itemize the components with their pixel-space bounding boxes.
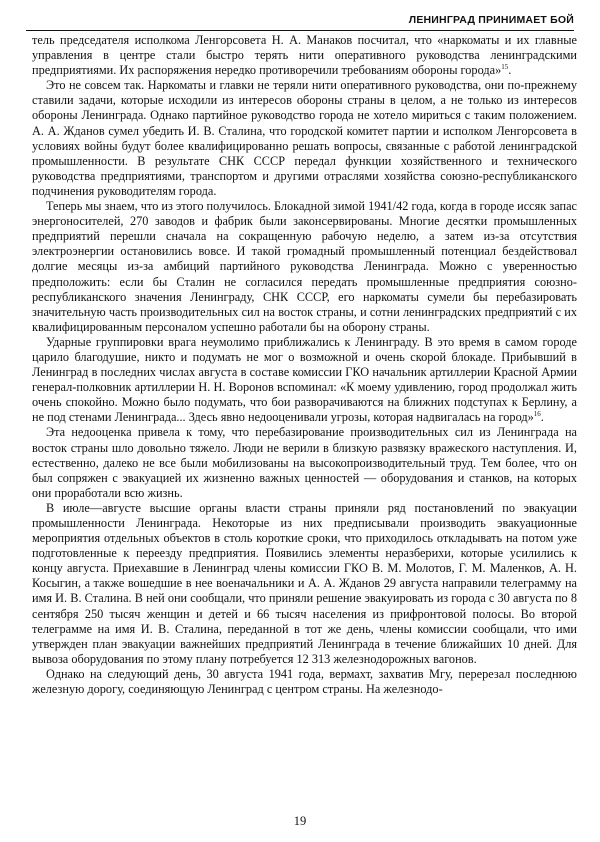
header-rule [26, 30, 574, 31]
paragraph [32, 33, 577, 78]
paragraph [32, 78, 577, 199]
page-number: 19 [293, 814, 307, 828]
body-text [32, 33, 577, 697]
paragraph-text: В июле—августе высшие органы власти страны приняли ряд постановлений по эвакуации промышленности Ленинграда. Некоторые из них предписывали производить эвакуационные мероприятия отдельных объектов в столь короткие сроки, что приходилось откладывать на потом уже подготовленные к переезду предприятия. Появились элементы неразберихи, которые усилились к концу августа. Приехавшие в Ленинград члены комиссии ГКО В. М. Молотов, Г. М. Маленков, А. Н. Косыгин, а также вошедшие в нее военачальники и А. А. Жданов 29 августа направили телеграмму на имя И. В. Сталина. В ней они сообщали, что приняли решение эвакуировать из города с 30 августа по 8 сентября 250 тысяч женщин и детей и 66 тысяч населения из прифронтовой полосы. Во второй телеграмме на имя И. В. Сталина, переданной в тот же день, члены комиссии сообщали, что ими утвержден план эвакуации важнейших предприятий Ленинграда в течение ближайших 10 дней. Для вывоза оборудования по этому плану потребуется 12 313 железнодорожных вагонов. [32, 500, 577, 666]
paragraph-text: . [540, 410, 544, 425]
paragraph-text: Теперь мы знаем, что из этого получилось. Блокадной зимой 1941/42 года, когда в городе иссяк запас энергоносителей, 270 заводов и фабрик были законсервированы. Многие десятки промышленных предприятий перешли сначала на сокращенную рабочую неделю, а затем из-за отсутствия электроэнергии остановились вовсе. И такой громадный промышленный потенциал бездействовал долгие месяцы из-за амбиций партийного руководства Ленинграда. Можно с уверенностью предположить: если бы Сталин не согласился передать промышленные предприятия союзно-республиканского значения Ленинграду, СНК СССР, его наркоматы сумели бы перебазировать значительную часть производительных сил на восток страны, и сотни ленинградских предприятий с их квалифицированным персоналом успешно работали бы на оборону страны. [32, 199, 577, 334]
paragraph-text: Эта недооценка привела к тому, что перебазирование производительных сил из Ленинграда на восток страны шло довольно тяжело. Люди не верили в близкую развязку вражеского наступления. И, естественно, далеко не все были мобилизованы на высокопроизводительный труд. Тем более, что он был сопряжен с эвакуацией их жизненно важных ценностей — оборудования и станков, на которых они проработали всю жизнь. [32, 425, 577, 500]
paragraph-text: тель председателя исполкома Ленгорсовета Н. А. Манаков посчитал, что «наркоматы и их главные управления в центре стали быстро терять нити оперативного руководства ленинградскими предприятиями. Их распоряжения нередко противоречили требованиям обороны города» [32, 33, 577, 78]
footnote-ref: 16 [533, 410, 541, 419]
paragraph [32, 199, 577, 335]
paragraph-text: Это не совсем так. Наркоматы и главки не теряли нити оперативного руководства, они по-прежнему ставили задачи, которые исходили из интересов обороны страны в целом, а не только из интересов обороны Ленинграда. Однако партийное руководство города не хотело мириться с таким положением. А. А. Жданов сумел убедить И. В. Сталина, что городской комитет партии и исполком Ленгорсовета в условиях войны будут более квалифицированно решать вопросы, связанные с работой ленинградской промышленности. В результате СНК СССР передал функции хозяйственного и технического руководства предприятиями, транспортом и другими отраслями хозяйства союзно-республиканского подчинения руководителям города. [32, 78, 577, 198]
paragraph [32, 335, 577, 426]
paragraph [32, 425, 577, 500]
paragraph [32, 501, 577, 667]
paragraph-text: . [508, 63, 512, 78]
running-head: ЛЕНИНГРАД ПРИНИМАЕТ БОЙ [408, 14, 574, 26]
paragraph [32, 667, 577, 697]
paragraph-text: Однако на следующий день, 30 августа 1941 года, вермахт, захватив Мгу, перерезал последнюю железную дорогу, соединяющую Ленинград с центром страны. На железнодо- [32, 666, 577, 697]
paragraph-text: Ударные группировки врага неумолимо приближались к Ленинграду. В это время в самом городе царило благодушие, никто и подумать не мог о возможной и очень скорой блокаде. Прибывший в Ленинград в последних числах августа в составе комиссии ГКО начальник артиллерии Красной Армии генерал-полковник артиллерии Н. Н. Воронов вспоминал: «К моему удивлению, город продолжал жить очень спокойно. Можно было подумать, что бои разворачиваются на ближних подступах к Берлину, а не под стенами Ленинграда... Здесь явно недооценивали угрозы, которая надвигалась на город» [32, 334, 577, 425]
footnote-ref: 15 [501, 63, 509, 72]
